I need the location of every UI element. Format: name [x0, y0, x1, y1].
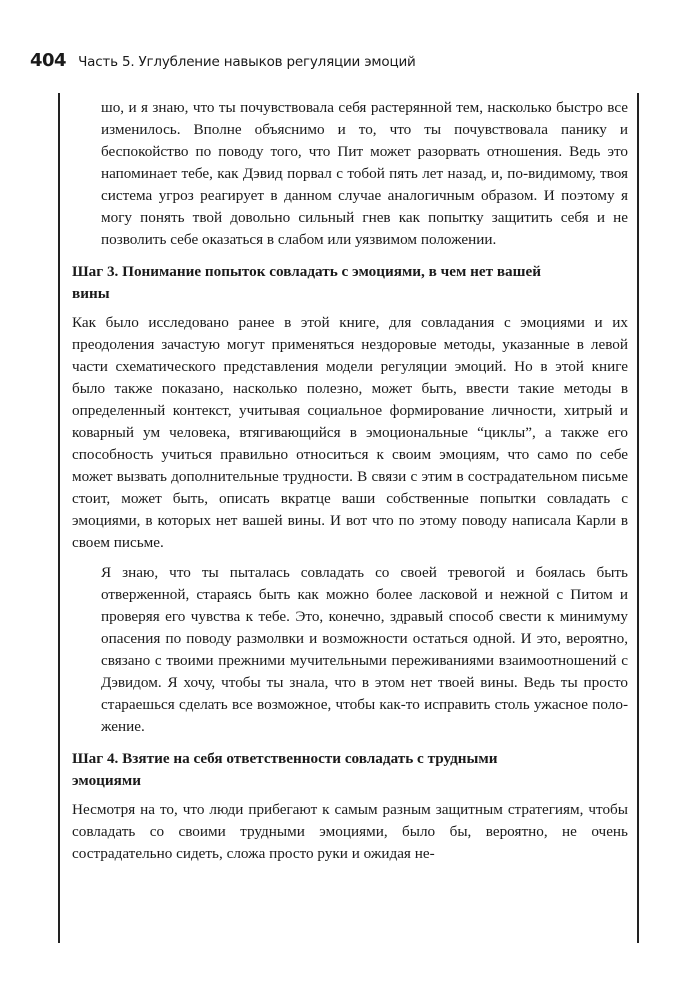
- left-frame-rule: [58, 93, 60, 943]
- letter-excerpt-1: шо, и я знаю, что ты почувствовала себя растерянной тем, насколько быстро все изменилось. Вполне объяснимо и то, что ты почувствовала панику и беспокойство по поводу того, что Пит может разорвать отношения. Ведь это напоминает тебе, как Дэвид порвал с тобой пять лет назад, и, по-видимому, твоя система угроз реагирует в данном случае аналогичным образом. И поэтому я могу понять твой довольно сильный гнев как попытку защитить себя и не позволить себе оказаться в слабом или уязвимом положении.: [101, 99, 628, 248]
- page-header: [30, 50, 416, 74]
- page-body: [72, 97, 628, 865]
- running-head: Часть 5. Углубление навыков регуляции эмоций: [78, 54, 416, 70]
- step4-paragraph: Несмотря на то, что люди прибегают к самым разным защитным стратегиям, чтобы совладать со своими трудными эмоциями, было бы, вероятно, не очень сострадательно сидеть, сложа просто руки и ожидая не-: [72, 801, 628, 862]
- step3-paragraph: Как было исследовано ранее в этой книге, для совладания с эмоциями и их преодоления зачастую могут применяться нездоровые методы, указанные в левой части схематического представления модели регуляции эмоций. Но в этой книге было также показано, насколько полезно, может быть, ввести такие методы в определенный контекст, учитывая социальное формирование личности, хитрый и коварный ум человека, втягивающийся в эмоциональные “циклы”, а также его способность учиться правильно относиться к своим эмоциям, что само по себе может вызвать дополнительные трудности. В связи с этим в сострадательном письме стоит, может быть, описать вкратце ваши собственные попытки совладать с эмоциями, в которых нет вашей вины. И вот что по этому поводу написала Карли в своем письме.: [72, 314, 628, 551]
- right-frame-rule: [637, 93, 639, 943]
- step3-heading: Шаг 3. Понимание попыток совладать с эмоциями, в чем нет вашей вины: [72, 263, 541, 302]
- page-number: 404: [30, 50, 67, 71]
- step4-heading: Шаг 4. Взятие на себя ответственности совладать с трудными эмоциями: [72, 750, 498, 789]
- letter-excerpt-2: Я знаю, что ты пыталась совладать со своей тревогой и боялась быть отверженной, стараясь быть как можно более ласковой и нежной с Питом и проверяя его чувства к тебе. Это, конечно, здравый способ свести к минимуму опасения по поводу размолвки и возможности остаться одной. И это, вероятно, связано с твоими прежними мучительными переживаниями взаимоотношений с Дэвидом. Я хочу, чтобы ты знала, что в этом нет твоей вины. Ведь ты просто стараешься сделать все возможное, чтобы как-то исправить столь ужасное положение.: [101, 564, 628, 735]
